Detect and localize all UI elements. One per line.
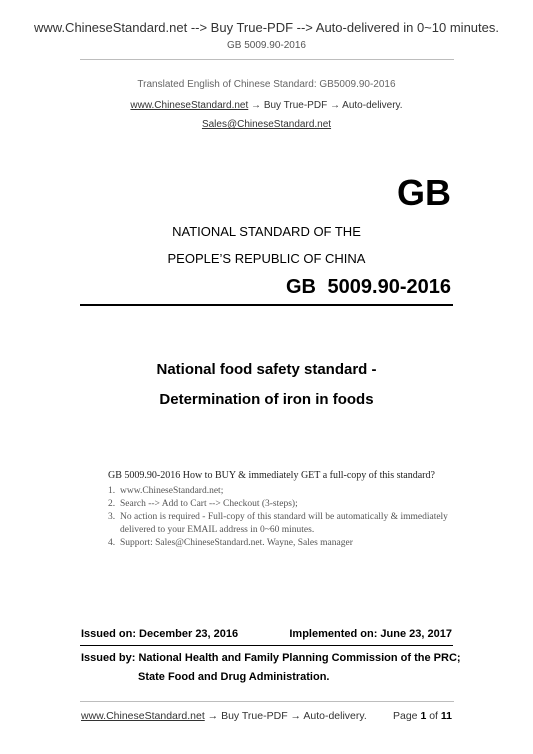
intro-links xyxy=(0,100,533,111)
buy-info-box xyxy=(108,470,458,550)
buy-steps-list xyxy=(108,485,458,550)
footer-site-link[interactable]: www.ChineseStandard.net xyxy=(81,710,205,722)
list-item xyxy=(108,511,458,537)
page-number: 1 xyxy=(420,710,427,722)
page-label: Page xyxy=(393,710,421,722)
site-link-rest: → Buy True-PDF → Auto-delivery. xyxy=(248,100,403,111)
title-line1: National food safety standard - xyxy=(156,361,377,378)
list-item xyxy=(108,498,458,511)
step-number: 1. xyxy=(108,486,116,496)
issued-by-line1: Issued by: National Health and Family Planning Commission of the PRC; xyxy=(81,652,461,664)
list-item xyxy=(108,537,458,550)
step-text: www.ChineseStandard.net; xyxy=(120,486,224,496)
email-link[interactable]: Sales@ChineseStandard.net xyxy=(201,119,332,130)
national-standard-line2: PEOPLE’S REPUBLIC OF CHINA xyxy=(167,251,366,266)
cover-divider xyxy=(80,304,453,306)
step-number: 3. xyxy=(108,512,116,522)
standard-number: GB 5009.90-2016 xyxy=(285,276,451,298)
step-text: No action is required - Full-copy of this standard will be automatically & immediately delivered to your EMAIL address in 0~60 minutes. xyxy=(120,512,448,535)
step-number: 4. xyxy=(108,538,116,548)
header-std-ref: GB 5009.90-2016 xyxy=(227,40,306,51)
title-line2: Determination of iron in foods xyxy=(159,391,374,408)
issued-by-line2: State Food and Drug Administration. xyxy=(138,671,330,683)
implemented-on-date: Implemented on: June 23, 2017 xyxy=(289,628,452,640)
footer-divider xyxy=(80,701,454,702)
national-standard-line1: NATIONAL STANDARD OF THE xyxy=(172,224,361,239)
dates-divider xyxy=(80,645,453,646)
intro-email-line xyxy=(0,119,533,130)
page-indicator xyxy=(393,710,452,722)
list-item xyxy=(108,485,458,498)
header-divider xyxy=(80,59,454,60)
issued-on-date: Issued on: December 23, 2016 xyxy=(81,628,239,640)
step-text: Search --> Add to Cart --> Checkout (3-steps); xyxy=(120,499,298,509)
site-link[interactable]: www.ChineseStandard.net xyxy=(130,100,249,111)
page-total: 11 xyxy=(440,710,452,722)
footer-site-rest: → Buy True-PDF → Auto-delivery. xyxy=(204,710,367,722)
header-top-line: www.ChineseStandard.net --> Buy True-PDF --> Auto-delivered in 0~10 minutes. xyxy=(34,20,499,35)
translated-note: Translated English of Chinese Standard: GB5009.90-2016 xyxy=(137,79,396,90)
step-number: 2. xyxy=(108,499,116,509)
footer-links xyxy=(81,710,367,722)
gb-mark: GB xyxy=(397,172,451,213)
buy-heading: GB 5009.90-2016 How to BUY & immediately GET a full-copy of this standard? xyxy=(108,470,435,481)
step-text: Support: Sales@ChineseStandard.net. Wayne, Sales manager xyxy=(120,538,353,548)
page-of: of xyxy=(426,710,441,722)
